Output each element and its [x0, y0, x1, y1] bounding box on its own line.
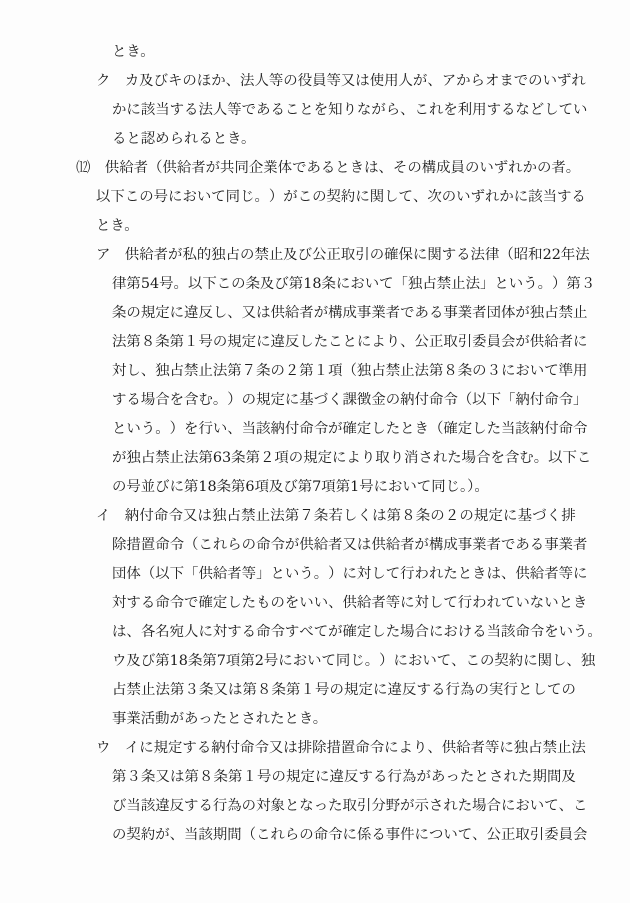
line-text: び 当 該 違 反 す る 行 為 の 対 象 と な っ た 取 引 分 野 が 示 さ れ た 場 合 に お い て 、 こ [112, 798, 588, 814]
text-line [0, 183, 630, 212]
text-line [0, 96, 630, 125]
line-text: の 契 約 が 、 当 該 期 間 （ こ れ ら の 命 令 に 係 る 事 件 に つ い て 、 公 正 取 引 委 員 会 [112, 827, 588, 843]
text-line [0, 38, 630, 67]
line-text: 供 給 者 （ 供 給 者 が 共 同 企 業 体 で あ る と き は 、 そ の 構 成 員 の い ず れ か の 者 。 [104, 160, 581, 176]
line-text: イ に 規 定 す る 納 付 命 令 又 は 排 除 措 置 命 令 に よ り 、 供 給 者 等 に 独 占 禁 止 法 [124, 740, 586, 756]
line-text: が 独 占 禁 止 法 第 6 3 条 第 ２ 項 の 規 定 に よ り 取 り 消 さ れ た 場 合 を 含 む 。 以 下 こ [112, 450, 592, 466]
line-text: と い う 。 ） を 行 い 、 当 該 納 付 命 令 が 確 定 し た と き （ 確 定 し た 当 該 納 付 命 令 [112, 421, 588, 437]
text-line [0, 270, 630, 299]
list-marker: ウ [96, 740, 125, 756]
text-line [0, 415, 630, 444]
line-text: 第 ３ 条 又 は 第 ８ 条 第 １ 号 の 規 定 に 違 反 す る 行 為 が あ っ た と さ れ た 期 間 及 [112, 769, 576, 785]
text-line [0, 299, 630, 328]
text-line [0, 241, 630, 270]
text-line [0, 67, 630, 96]
text-line [0, 212, 630, 241]
text-line [0, 502, 630, 531]
text-line [0, 734, 630, 763]
line-text: 律 第 5 4 号 。 以 下 こ の 条 及 び 第 1 8 条 に お い て 「 独 占 禁 止 法 」 と い う 。 ） 第 ３ [112, 276, 596, 292]
text-line [0, 792, 630, 821]
list-marker: イ [96, 508, 125, 524]
line-text: 対 す る 命 令 で 確 定 し た も の を い い 、 供 給 者 等 に 対 し て 行 わ れ て い な い と き [112, 595, 588, 611]
line-text: とき。 [96, 218, 139, 234]
line-text: 団 体 （ 以 下 「 供 給 者 等 」 と い う 。 ） に 対 し て 行 わ れ た と き は 、 供 給 者 等 に [112, 566, 588, 582]
list-marker: ク [96, 73, 125, 89]
text-line [0, 763, 630, 792]
text-line [0, 125, 630, 154]
line-text: とき。 [112, 44, 155, 60]
text-line [0, 647, 630, 676]
text-line [0, 357, 630, 386]
line-text: の号並びに第18条第6項及び第7項第1号において同じ。）。 [112, 479, 489, 495]
text-line [0, 473, 630, 502]
line-text: 除 措 置 命 令 （ こ れ ら の 命 令 が 供 給 者 又 は 供 給 者 が 構 成 事 業 者 で あ る 事 業 者 [112, 537, 588, 553]
text-line [0, 154, 630, 183]
line-text: カ 及 び キ の ほ か 、 法 人 等 の 役 員 等 又 は 使 用 人 が 、 ア か ら オ ま で の い ず れ [124, 73, 586, 89]
line-text: ると認められるとき。 [112, 131, 256, 147]
line-text: 以 下 こ の 号 に お い て 同 じ 。 ） が こ の 契 約 に 関 し て 、 次 の い ず れ か に 該 当 す る [96, 189, 586, 205]
line-text: 事業活動があったとされたとき。 [112, 711, 328, 727]
list-marker: ア [96, 247, 125, 263]
text-line [0, 589, 630, 618]
line-text: 納 付 命 令 又 は 独 占 禁 止 法 第 ７ 条 若 し く は 第 ８ 条 の ２ の 規 定 に 基 づ く 排 [124, 508, 576, 524]
text-line [0, 618, 630, 647]
text-line [0, 560, 630, 589]
text-line [0, 386, 630, 415]
line-text: ウ 及 び 第 1 8 条 第 7 項 第 2 号 に お い て 同 じ 。 ） に お い て 、 こ の 契 約 に 関 し 、 独 [112, 653, 596, 669]
text-line [0, 676, 630, 705]
text-line [0, 821, 630, 850]
line-text: か に 該 当 す る 法 人 等 で あ る こ と を 知 り な が ら 、 こ れ を 利 用 す る な ど し て い [112, 102, 588, 118]
line-text: 条 の 規 定 に 違 反 し 、 又 は 供 給 者 が 構 成 事 業 者 で あ る 事 業 者 団 体 が 独 占 禁 止 [112, 305, 588, 321]
line-text: す る 場 合 を 含 む 。 ） の 規 定 に 基 づ く 課 徴 金 の 納 付 命 令 （ 以 下 「 納 付 命 令 」 [112, 392, 588, 408]
list-marker: ⑿ [76, 160, 105, 176]
text-line [0, 444, 630, 473]
line-text: は 、 各 名 宛 人 に 対 す る 命 令 す べ て が 確 定 し た 場 合 に お け る 当 該 命 令 を い う 。 [112, 624, 602, 640]
line-text: 占 禁 止 法 第 ３ 条 又 は 第 ８ 条 第 １ 号 の 規 定 に 違 反 す る 行 為 の 実 行 と し て の [112, 682, 576, 698]
line-text: 供 給 者 が 私 的 独 占 の 禁 止 及 び 公 正 取 引 の 確 保 に 関 す る 法 律 （ 昭 和 2 2 年 法 [124, 247, 590, 263]
line-text: 法 第 ８ 条 第 １ 号 の 規 定 に 違 反 し た こ と に よ り 、 公 正 取 引 委 員 会 が 供 給 者 に [112, 334, 588, 350]
text-line [0, 531, 630, 560]
document-body [0, 38, 630, 850]
text-line [0, 328, 630, 357]
text-line [0, 705, 630, 734]
line-text: 対 し 、 独 占 禁 止 法 第 ７ 条 の ２ 第 １ 項 （ 独 占 禁 止 法 第 ８ 条 の ３ に お い て 準 用 [112, 363, 588, 379]
